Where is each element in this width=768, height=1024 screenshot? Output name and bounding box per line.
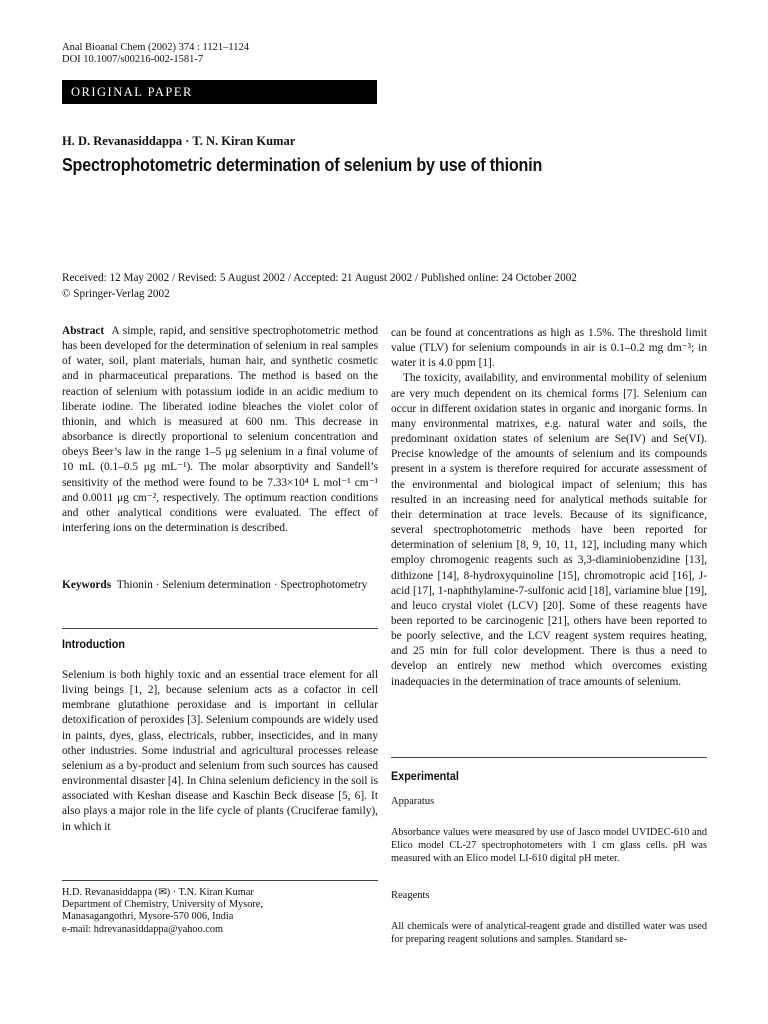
article-title: Spectrophotometric determination of selenium by use of thionin xyxy=(62,154,543,175)
footnote-department: Department of Chemistry, University of Mysore, xyxy=(62,899,263,911)
footnote-authors: H.D. Revanasiddappa (✉) · T.N. Kiran Kumar xyxy=(62,887,254,898)
article-type-banner: ORIGINAL PAPER xyxy=(62,80,377,104)
doi: DOI 10.1007/s00216-002-1581-7 xyxy=(62,54,204,65)
introduction-text-left xyxy=(62,668,378,835)
apparatus-text: Absorbance values were measured by use of Jasco model UVIDEC-610 and Elico model CL-27 spectrophotometers with 1 cm glass cells. pH was measured with an Elico model LI-610 digital pH meter. xyxy=(391,827,707,864)
reagents-text: All chemicals were of analytical-reagent grade and distilled water was used for preparing reagent solutions and samples. Standard se- xyxy=(391,921,707,945)
dates-line: Received: 12 May 2002 / Revised: 5 August 2002 / Accepted: 21 August 2002 / Published online: 24 October 2002 xyxy=(62,272,577,284)
experimental-heading: Experimental xyxy=(391,769,459,783)
footnote xyxy=(62,887,263,936)
authors: H. D. Revanasiddappa · T. N. Kiran Kumar xyxy=(62,134,296,148)
abstract-label: Abstract xyxy=(62,325,105,337)
keywords-label: Keywords xyxy=(62,579,112,591)
publication-dates xyxy=(62,270,682,302)
footnote-address: Manasagangothri, Mysore-570 006, India xyxy=(62,911,234,923)
apparatus-heading: Apparatus xyxy=(391,796,435,807)
reagents-heading: Reagents xyxy=(391,890,430,901)
introduction-heading: Introduction xyxy=(62,637,125,651)
intro-paragraph-right-1: can be found at concentrations as high as 1.5%. The threshold limit value (TLV) for selenium compounds in air is 0.1–0.2 mg dm⁻³; in water it is 4.0 ppm [1]. xyxy=(391,327,707,370)
intro-paragraph-right-2: The toxicity, availability, and environmental mobility of selenium are very much dependent on its chemical forms [7]. Selenium can occur in different oxidation states in organic and inorganic forms. In many environmental matrixes, e.g. natural water and soils, the predominant oxidation states of selenium are Se(IV) and Se(VI). Precise knowledge of the amounts of selenium and its compounds present in a system is therefore required for accurate assessment of the environmental and biological impact of selenium; this has resulted in an increasing need for analytical methods suitable for their determination at trace levels. Because of its significance, several spectrophotometric methods have been reported for determination of selenium [8, 9, 10, 11, 12], including many which employ chromogenic reagents such as 3,3-diaminiobenzidine [13], dithizone [14], 8-hydroxyquinoline [15], chromotropic acid [16], J-acid [17], 1-naphthylamine-7-sulfonic acid [18], variamine blue [19], and leuco crystal violet (LCV) [20]. Some of these reagents have been reported to be carcinogenic [21], others have been reported to be poorly selective, and the LCV reagent system requires heating, and 25 min for full color development. There is thus a need to develop an entirely new method which overcomes existing inadequacies in the determination of trace amounts of selenium. xyxy=(391,372,707,688)
keywords xyxy=(62,578,378,593)
journal-citation: Anal Bioanal Chem (2002) 374 : 1121–1124 xyxy=(62,42,250,53)
introduction-text-right xyxy=(391,326,707,690)
section-divider-right xyxy=(391,757,707,758)
footnote-divider xyxy=(62,880,378,881)
intro-paragraph-1: Selenium is both highly toxic and an essential trace element for all living beings [1, 2], because selenium acts as a cofactor in cell membrane glutathione peroxidase and is important in cellular detoxification of peroxides [3]. Selenium compounds are widely used in paints, dyes, glass, electricals, rubber, insecticides, and in many other industries. Some industrial and agricultural processes release selenium as a by-product and selenium from such sources has caused environmental disaster [4]. In China selenium deficiency in the soil is associated with Keshan disease and Kaschin Beck disease [5, 6]. It also plays a major role in the life cycle of plants (Cruciferae family), in which it xyxy=(62,669,378,833)
copyright: © Springer-Verlag 2002 xyxy=(62,288,170,300)
section-divider xyxy=(62,628,378,629)
footnote-email: e-mail: hdrevanasiddappa@yahoo.com xyxy=(62,923,224,935)
keywords-text: Thionin · Selenium determination · Spectrophotometry xyxy=(116,579,368,591)
abstract-text: A simple, rapid, and sensitive spectrophotometric method has been developed for the determination of selenium in real samples of water, soil, plant materials, human hair, and synthetic cosmetic and in pharmaceutical preparations. The method is based on the reaction of selenium with potassium iodide in an acidic medium to liberate iodine. The liberated iodine bleaches the violet color of thionin, and which is measured at 600 nm. This decrease in absorbance is directly proportional to selenium concentration and obeys Beer’s law in the range 1–5 μg selenium in a final volume of 10 mL (0.1–0.5 μg mL⁻¹). The molar absorptivity and Sandell’s sensitivity of the method were found to be 7.33×10⁴ L mol⁻¹ cm⁻¹ and 0.0011 μg cm⁻², respectively. The optimum reaction conditions and other analytical conditions were evaluated. The effect of interfering ions on the determination is described. xyxy=(62,325,378,535)
abstract xyxy=(62,324,378,536)
